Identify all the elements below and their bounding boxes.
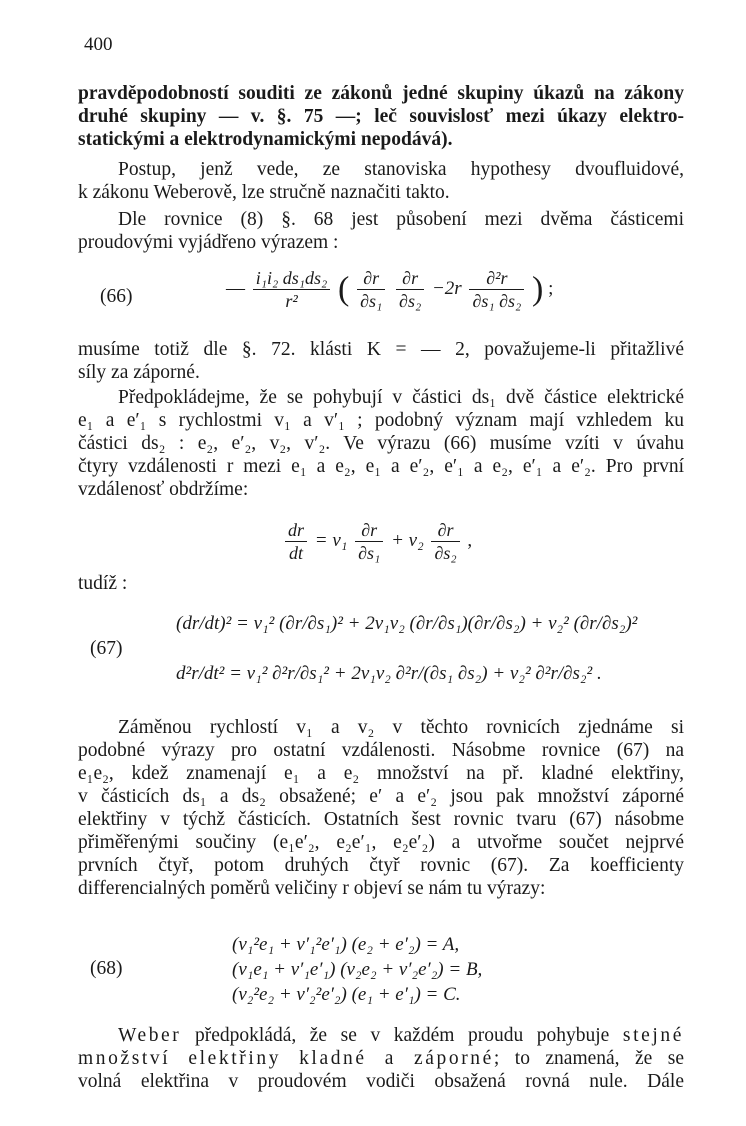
- equation-66-label: (66): [100, 286, 133, 307]
- text-line: Weber předpokládá, že se v každém proudu pohybuje stejné: [118, 1025, 684, 1046]
- paragraph-2: [78, 158, 684, 204]
- text-line: pravděpodobností souditi ze zákonů jedné skupiny úkazů na zákony: [78, 83, 684, 104]
- author-name: Weber: [118, 1025, 182, 1046]
- equation-68-label: (68): [90, 958, 123, 979]
- paragraph-3: [78, 208, 684, 254]
- page-number: 400: [84, 34, 113, 55]
- text-line: musíme totiž dle §. 72. klásti K = — 2, považujeme-li přitažlivé: [78, 339, 684, 360]
- eq66-prefactor: $\frac{\text{i₁i₂ ds₁ds₂}}{\text{r²}}$: [253, 268, 331, 311]
- text-line: přiměřenými součiny (e₁e′₂, e₂e′₁, e₂e′₂) a utvořme součet nejprvé: [78, 832, 684, 853]
- eq66-minus: —: [226, 277, 245, 299]
- text-line: prvních čtyř, potom druhých čtyř rovnic (67). Za koefficienty: [78, 855, 684, 876]
- paragraph-1: [78, 82, 684, 151]
- eq68-row: (v₁²e₁ + v′₁²e′₁) (e₂ + e′₂) = A,: [232, 934, 460, 955]
- text-line: vzdálenosť obdržíme:: [78, 479, 249, 500]
- text-line: podobné výrazy pro ostatní vzdálenosti. Násobme rovnice (67) na: [78, 740, 684, 761]
- text-line: e₁ a e′₁ s rychlostmi v₁ a v′₁ ; podobný význam mají vzhledem ku: [78, 410, 684, 431]
- text-line: differencialných poměrů veličiny r objeví se nám tu výrazy:: [78, 878, 546, 899]
- text-line: síly za záporné.: [78, 362, 200, 383]
- paragraph-6: [78, 716, 684, 900]
- text-line: čtyry vzdálenosti r mezi e₁ a e₂, e₁ a e′₂, e′₁ a e₂, e′₁ a e′₂. Pro první: [78, 456, 684, 477]
- equation-dr-dt: $\frac{dr}{dt}$ = v₁ $\frac{\partial r}{\text{∂s₁}}$ + v₂ $\frac{\partial r}{\text{∂s₂}}$ ,: [282, 520, 472, 563]
- equation-66: — $\frac{\text{i₁i₂ ds₁ds₂}}{\text{r²}}$ ( $\frac{\partial r}{\text{∂s₁}}$ $\frac{\partial r}{\text{∂s₂}}$ −2r $\frac{\text{∂²r}}{\text{∂s₁ ∂s₂}}$ ) ;: [226, 268, 554, 311]
- text-line: Postup, jenž vede, ze stanoviska hypothesy dvoufluidové,: [118, 159, 684, 180]
- paragraph-5: [78, 386, 684, 501]
- text-line: statickými a elektrodynamickými nepodává).: [78, 129, 453, 150]
- text-line: proudovými vyjádřeno výrazem :: [78, 232, 339, 253]
- equation-67: [176, 610, 637, 688]
- text-line: Předpokládejme, že se pohybují v částici ds₁ dvě částice elektrické: [118, 387, 684, 408]
- equation-67-label: (67): [90, 638, 123, 659]
- text-line: Záměnou rychlostí v₁ a v₂ v těchto rovnicích zjednáme si: [118, 717, 684, 738]
- equation-68: [232, 932, 482, 1007]
- eq67-row-1: (dr/dt)² = v₁² (∂r/∂s₁)² + 2v₁v₂ (∂r/∂s₁)(∂r/∂s₂) + v₂² (∂r/∂s₂)²: [176, 613, 638, 634]
- text-line: množství elektřiny kladné a záporné; to znamená, že se: [78, 1048, 684, 1069]
- text-line: druhé skupiny — v. §. 75 —; leč souvislosť mezi úkazy elektro-: [78, 106, 684, 127]
- tudiz-line: tudíž :: [78, 573, 128, 594]
- text-line: částici ds₂ : e₂, e′₂, v₂, v′₂. Ve výrazu (66) musíme vzíti v úvahu: [78, 433, 684, 454]
- paragraph-7: [78, 1024, 684, 1093]
- eq67-row-2: d²r/dt² = v₁² ∂²r/∂s₁² + 2v₁v₂ ∂²r/(∂s₁ ∂s₂) + v₂² ∂²r/∂s₂² .: [176, 663, 602, 684]
- eq68-row: (v₁e₁ + v′₁e′₁) (v₂e₂ + v′₂e′₂) = B,: [232, 959, 483, 980]
- text-line: elektřiny v týchž částicích. Ostatních šest rovnic tvaru (67) násobme: [78, 809, 684, 830]
- text-line: volná elektřina v proudovém vodiči obsažená rovná nule. Dále: [78, 1071, 684, 1092]
- text-line: Dle rovnice (8) §. 68 jest působení mezi dvěma částicemi: [118, 209, 684, 230]
- text-line: v částicích ds₁ a ds₂ obsažené; e′ a e′₂ jsou pak množství záporné: [78, 786, 684, 807]
- text-line: k zákonu Weberově, lze stručně naznačiti takto.: [78, 182, 450, 203]
- paragraph-4: [78, 338, 684, 384]
- eq68-row: (v₂²e₂ + v′₂²e′₂) (e₁ + e′₁) = C.: [232, 984, 461, 1005]
- text-line: e₁e₂, kdež znamenají e₁ a e₂ množství na př. kladné elektřiny,: [78, 763, 684, 784]
